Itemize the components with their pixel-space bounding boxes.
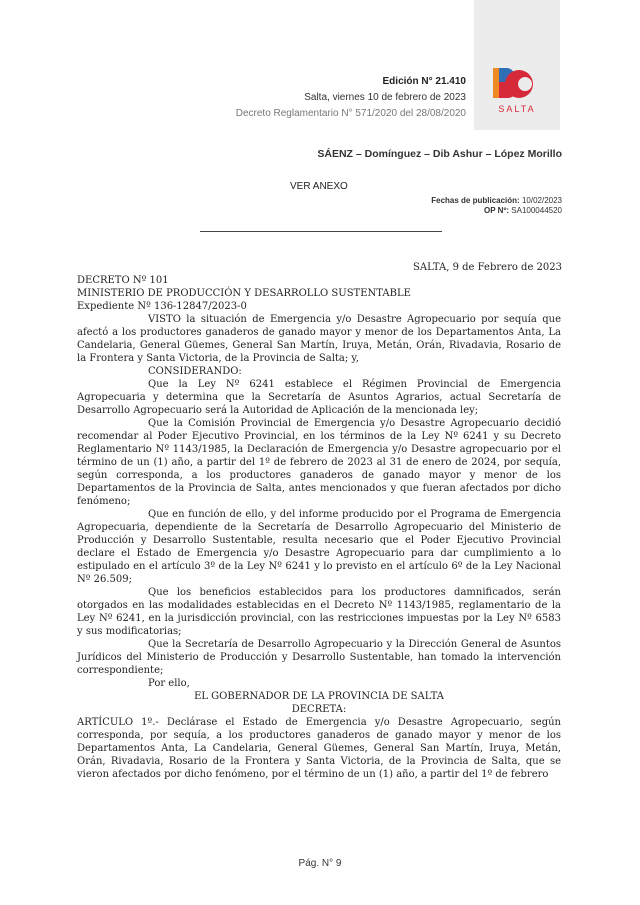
publication-dates — [431, 196, 562, 205]
decree-number: DECRETO Nº 101 — [77, 275, 169, 286]
visto-paragraph: VISTO la situación de Emergencia y/o Desastre Agropecuario por sequía que afectó a los productores ganaderos de ganado mayor y menor de los Departamentos Anta, La Candelaria, General Güemes, General San Martín, Iruya, Metán, Orán, Rivadavia, Rosario de la Frontera y Santa Victoria, de la Provincia de Salta; y, — [77, 314, 561, 364]
article-1-text: Declárase el Estado de Emergencia y/o Desastre Agropecuario, según corresponda, por sequía, a los productores ganaderos de ganado mayor y menor de los Departamentos Anta, La Candelaria, General Güemes, General San Martín, Iruya, Metán, Orán, Rivadavia, Rosario de la Frontera y Santa Victoria, de la Provincia de Salta, que se vieron afectados por dicho fenómeno, por el término de un (1) año, a partir del 1º de febrero — [77, 717, 561, 780]
considerando-paragraph: Que la Ley Nº 6241 establece el Régimen Provincial de Emergencia Agropecuaria y determina que la Secretaría de Asuntos Agrarios, actual Secretaría de Desarrollo Agropecuario será la Autoridad de Aplicación de la mencionada ley; — [77, 379, 561, 416]
logo-wordmark: SALTA — [498, 104, 536, 114]
op-number-value: SA100044520 — [511, 206, 562, 215]
decreta-heading: DECRETA: — [291, 704, 347, 715]
considerando-paragraph: Que la Comisión Provincial de Emergencia y/o Desastre Agropecuario decidió recomendar al Poder Ejecutivo Provincial, en los términos de la Ley Nº 6241 y su Decreto Reglamentario Nº 1143/1985, la Declaración de Emergencia y/o Desastre agropecuario por el término de un (1) año, a partir del 1º de febrero de 2023 al 31 de enero de 2024, por sequía, según corresponda, a los productores ganaderos de ganado mayor y menor de los Departamentos de la Provincia de Salta, antes mencionados y que fueran afectados por dicho fenómeno; — [77, 418, 561, 507]
article-1-label: ARTÍCULO 1º.- — [77, 717, 159, 728]
article-1 — [77, 716, 561, 781]
separator-rule — [200, 231, 442, 232]
considerando-heading: CONSIDERANDO: — [148, 366, 242, 377]
annex-reference: VER ANEXO — [290, 181, 348, 192]
bo-logo-icon — [491, 66, 543, 102]
considerando-paragraph: Que los beneficios establecidos para los productores damnificados, serán otorgados en las modalidades establecidas en el Decreto Nº 1143/1985, reglamentario de la Ley Nº 6241, en la jurisdicción provincial, con las restricciones impuestas por la Ley Nº 6583 y sus modificatorias; — [77, 587, 561, 637]
op-number — [484, 206, 562, 215]
page-number: Pág. N° 9 — [298, 858, 342, 869]
decree-body — [77, 274, 561, 781]
considerando-paragraph: Que en función de ello, y del informe producido por el Programa de Emergencia Agropecuaria, dependiente de la Secretaría de Desarrollo Agropecuario del Ministerio de Producción y Desarrollo Sustentable, resulta necesario que el Poder Ejecutivo Provincial declare el Estado de Emergencia y/o Desastre Agropecuario para dar cumplimiento a lo estipulado en el artículo 3º de la Ley Nº 6241 y lo previsto en el artículo 6º de la Ley Nacional Nº 26.509; — [77, 509, 561, 585]
edition-number: Edición N° 21.410 — [382, 76, 466, 87]
boletin-oficial-logo — [474, 0, 560, 130]
publication-date-line: Salta, viernes 10 de febrero de 2023 — [304, 92, 466, 103]
publication-dates-label: Fechas de publicación: — [431, 196, 520, 205]
file-number: Expediente Nº 136-12847/2023-0 — [77, 301, 247, 312]
ministry-name: MINISTERIO DE PRODUCCIÓN Y DESARROLLO SUSTENTABLE — [77, 288, 411, 299]
regulatory-decree-reference: Decreto Reglamentario N° 571/2020 del 28/08/2020 — [235, 108, 466, 119]
publication-dates-value: 10/02/2023 — [521, 196, 562, 205]
document-place-date: SALTA, 9 de Febrero de 2023 — [413, 262, 562, 273]
op-number-label: OP Nº: — [484, 206, 510, 215]
signers-line: SÁENZ – Domínguez – Dib Ashur – López Morillo — [317, 148, 562, 160]
considerando-paragraph: Que la Secretaría de Desarrollo Agropecuario y la Dirección General de Asuntos Jurídicos del Ministerio de Producción y Desarrollo Sustentable, han tomado la intervención correspondiente; — [77, 639, 561, 676]
governor-heading: EL GOBERNADOR DE LA PROVINCIA DE SALTA — [194, 691, 444, 702]
por-ello-line: Por ello, — [148, 678, 190, 689]
